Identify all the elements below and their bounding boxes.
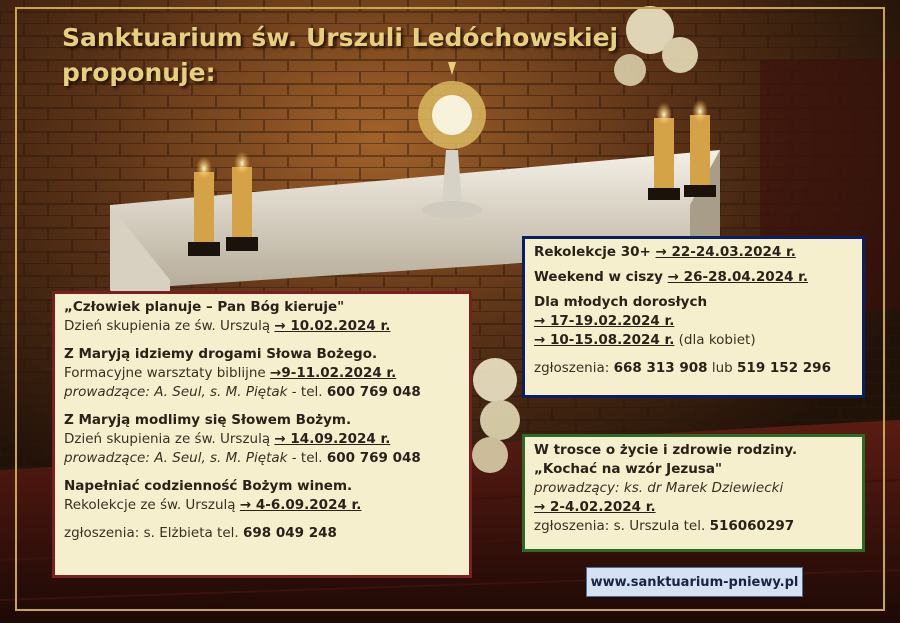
event-title: „Człowiek planuje – Pan Bóg kieruje" [64,299,345,315]
page-title [62,20,618,90]
event-description: Formacyjne warsztaty biblijne →9-11.02.2024 r. [64,365,397,381]
event-date: → 14.09.2024 r. [274,431,391,447]
event-title: W trosce o życie i zdrowie rodziny. [534,442,798,458]
event-date: →9-11.02.2024 r. [270,365,397,381]
event-date: → 22-24.03.2024 r. [655,244,796,260]
events-box-right-bottom [522,434,865,552]
phone-number: 600 769 048 [326,384,421,400]
title-line-2: proponuje: [62,58,216,87]
event-description: Dzień skupienia ze św. Urszulą → 14.09.2024 r. [64,431,391,447]
website-url[interactable]: www.sanktuarium-pniewy.pl [590,574,799,590]
event-leaders: prowadzące: A. Seul, s. M. Piętak - tel. 600 769 048 [64,450,421,466]
phone-number: 519 152 296 [737,360,831,376]
event-description: Dzień skupienia ze św. Urszulą → 10.02.2024 r. [64,318,391,334]
signup-line: zgłoszenia: 668 313 908 lub 519 152 296 [534,360,831,376]
retreat-line: Weekend w ciszy → 26-28.04.2024 r. [534,269,809,285]
event-subtitle: „Kochać na wzór Jezusa" [534,461,723,477]
signup-line: zgłoszenia: s. Urszula tel. 516060297 [534,518,795,534]
phone-number: 698 049 248 [243,525,337,541]
event-title: Z Maryją idziemy drogami Słowa Bożego. [64,346,378,362]
phone-number: 668 313 908 [613,360,708,376]
event-description: Rekolekcje ze św. Urszulą → 4-6.09.2024 r. [64,497,362,513]
event-date: → 10-15.08.2024 r. [534,332,675,348]
signup-line: zgłoszenia: s. Elżbieta tel. 698 049 248 [64,525,337,541]
events-box-right-top [522,236,865,398]
event-date-line: → 10-15.08.2024 r. (dla kobiet) [534,332,756,348]
event-title: Napełniać codzienność Bożym winem. [64,478,353,494]
event-date: → 26-28.04.2024 r. [667,269,809,285]
phone-number: 600 769 048 [326,450,421,466]
event-date-line [534,312,856,331]
event-date: → 17-19.02.2024 r. [534,313,675,329]
event-leaders: prowadzące: A. Seul, s. M. Piętak - tel. 600 769 048 [64,384,421,400]
event-title: Z Maryją modlimy się Słowem Bożym. [64,412,352,428]
phone-number: 516060297 [709,518,795,534]
event-date-line [534,498,856,517]
retreat-line: Rekolekcje 30+ → 22-24.03.2024 r. [534,244,796,260]
event-leaders: prowadzący: ks. dr Marek Dziewiecki [534,480,784,496]
event-date: → 4-6.09.2024 r. [239,497,362,513]
event-date: → 2-4.02.2024 r. [534,499,656,515]
event-title: Dla młodych dorosłych [534,294,708,310]
events-box-left [52,291,472,578]
title-line-1: Sanktuarium św. Urszuli Ledóchowskiej [62,23,619,52]
website-link[interactable] [586,567,803,597]
event-date: → 10.02.2024 r. [274,318,391,334]
